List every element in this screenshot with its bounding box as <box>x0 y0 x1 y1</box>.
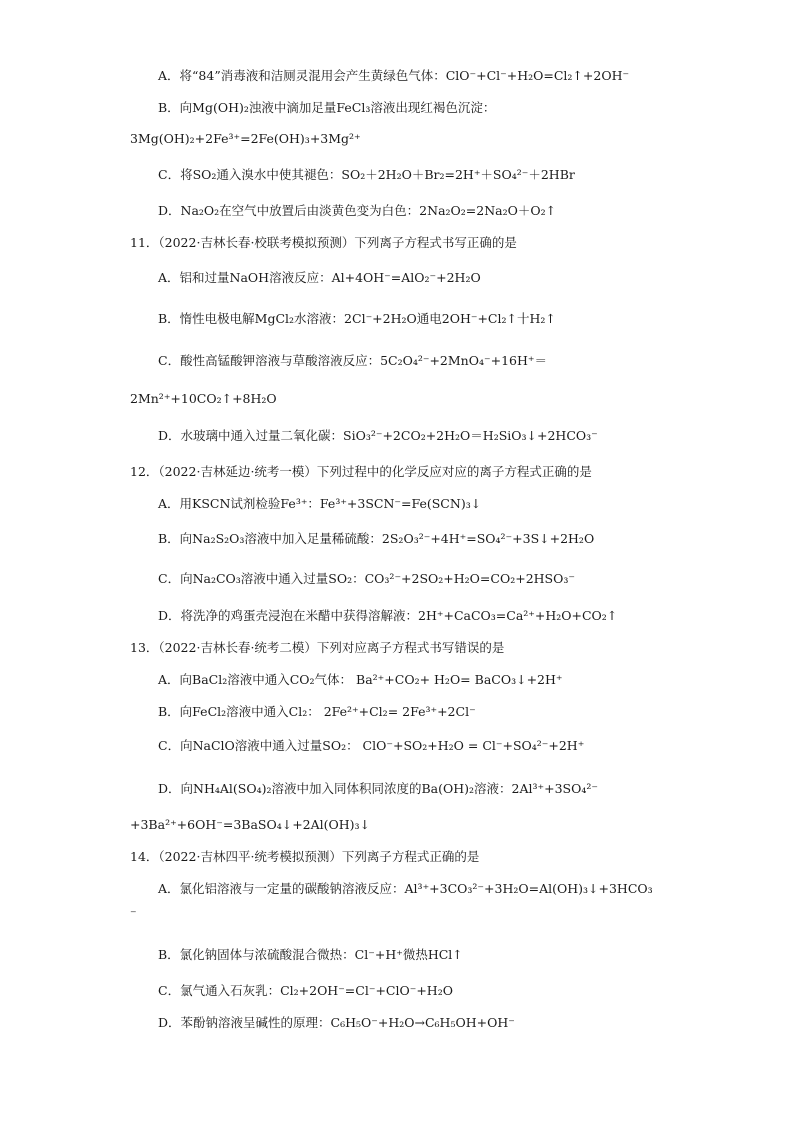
question-13-stem: 13．（2022·吉林长春·统考二模）下列对应离子方程式书写错误的是 <box>130 640 505 655</box>
option-a-line: A．将“84”消毒液和洁厕灵混用会产生黄绿色气体：ClO⁻+Cl⁻+H₂O=Cl₂↑+2OH⁻ <box>158 68 630 83</box>
q12-option-d: D．将洗净的鸡蛋壳浸泡在米醋中获得溶解液：2H⁺+CaCO₃=Ca²⁺+H₂O+CO₂↑ <box>158 608 618 623</box>
option-b-line: B．向Mg(OH)₂浊液中滴加足量FeCl₃溶液出现红褐色沉淀： <box>158 100 496 115</box>
q12-option-b: B．向Na₂S₂O₃溶液中加入足量稀硫酸：2S₂O₃²⁻+4H⁺=SO₄²⁻+3S↓+2H₂O <box>158 531 595 546</box>
q13-option-b: B．向FeCl₂溶液中通入Cl₂： 2Fe²⁺+Cl₂= 2Fe³⁺+2Cl⁻ <box>158 704 476 719</box>
q13-option-d: D．向NH₄Al(SO₄)₂溶液中加入同体积同浓度的Ba(OH)₂溶液：2Al³⁺+3SO₄²⁻ <box>158 781 598 796</box>
q13-option-d-continuation: +3Ba²⁺+6OH⁻=3BaSO₄↓+2Al(OH)₃↓ <box>130 817 371 832</box>
q13-option-c: C．向NaClO溶液中通入过量SO₂： ClO⁻+SO₂+H₂O = Cl⁻+SO₄²⁻+2H⁺ <box>158 738 585 753</box>
question-12-stem: 12．（2022·吉林延边·统考一模）下列过程中的化学反应对应的离子方程式正确的是 <box>130 464 592 479</box>
q14-option-a: A．氯化铝溶液与一定量的碳酸钠溶液反应：Al³⁺+3CO₃²⁻+3H₂O=Al(OH)₃↓+3HCO₃ <box>158 881 653 896</box>
q11-option-c-continuation: 2Mn²⁺+10CO₂↑+8H₂O <box>130 391 277 406</box>
equation-continuation: 3Mg(OH)₂+2Fe³⁺=2Fe(OH)₃+3Mg²⁺ <box>130 131 361 146</box>
option-d-line: D．Na₂O₂在空气中放置后由淡黄色变为白色：2Na₂O₂=2Na₂O＋O₂↑ <box>158 203 557 218</box>
q14-option-d: D．苯酚钠溶液呈碱性的原理：C₆H₅O⁻+H₂O→C₆H₅OH+OH⁻ <box>158 1015 515 1030</box>
q13-option-a: A．向BaCl₂溶液中通入CO₂气体： Ba²⁺+CO₂+ H₂O= BaCO₃↓+2H⁺ <box>158 672 563 687</box>
question-11-stem: 11．（2022·吉林长春·校联考模拟预测）下列离子方程式书写正确的是 <box>130 235 517 250</box>
q14-option-a-continuation: ⁻ <box>130 906 137 921</box>
q11-option-d: D．水玻璃中通入过量二氧化碳：SiO₃²⁻+2CO₂+2H₂O＝H₂SiO₃↓+2HCO₃⁻ <box>158 428 598 443</box>
q14-option-c: C．氯气通入石灰乳：Cl₂+2OH⁻=Cl⁻+ClO⁻+H₂O <box>158 983 453 998</box>
q12-option-c: C．向Na₂CO₃溶液中通入过量SO₂：CO₃²⁻+2SO₂+H₂O=CO₂+2HSO₃⁻ <box>158 571 575 586</box>
question-14-stem: 14．（2022·吉林四平·统考模拟预测）下列离子方程式正确的是 <box>130 849 480 864</box>
q11-option-a: A．铝和过量NaOH溶液反应：Al+4OH⁻=AlO₂⁻+2H₂O <box>158 270 481 285</box>
q11-option-b: B．惰性电极电解MgCl₂水溶液：2Cl⁻+2H₂O通电2OH⁻+Cl₂↑十H₂↑ <box>158 311 556 326</box>
q14-option-b: B．氯化钠固体与浓硫酸混合微热：Cl⁻+H⁺微热HCl↑ <box>158 947 463 962</box>
option-c-line: C．将SO₂通入溴水中使其褪色：SO₂＋2H₂O＋Br₂=2H⁺＋SO₄²⁻＋2HBr <box>158 167 575 182</box>
q11-option-c: C．酸性高锰酸钾溶液与草酸溶液反应：5C₂O₄²⁻+2MnO₄⁻+16H⁺＝ <box>158 353 547 368</box>
q12-option-a: A．用KSCN试剂检验Fe³⁺：Fe³⁺+3SCN⁻=Fe(SCN)₃↓ <box>158 496 482 511</box>
